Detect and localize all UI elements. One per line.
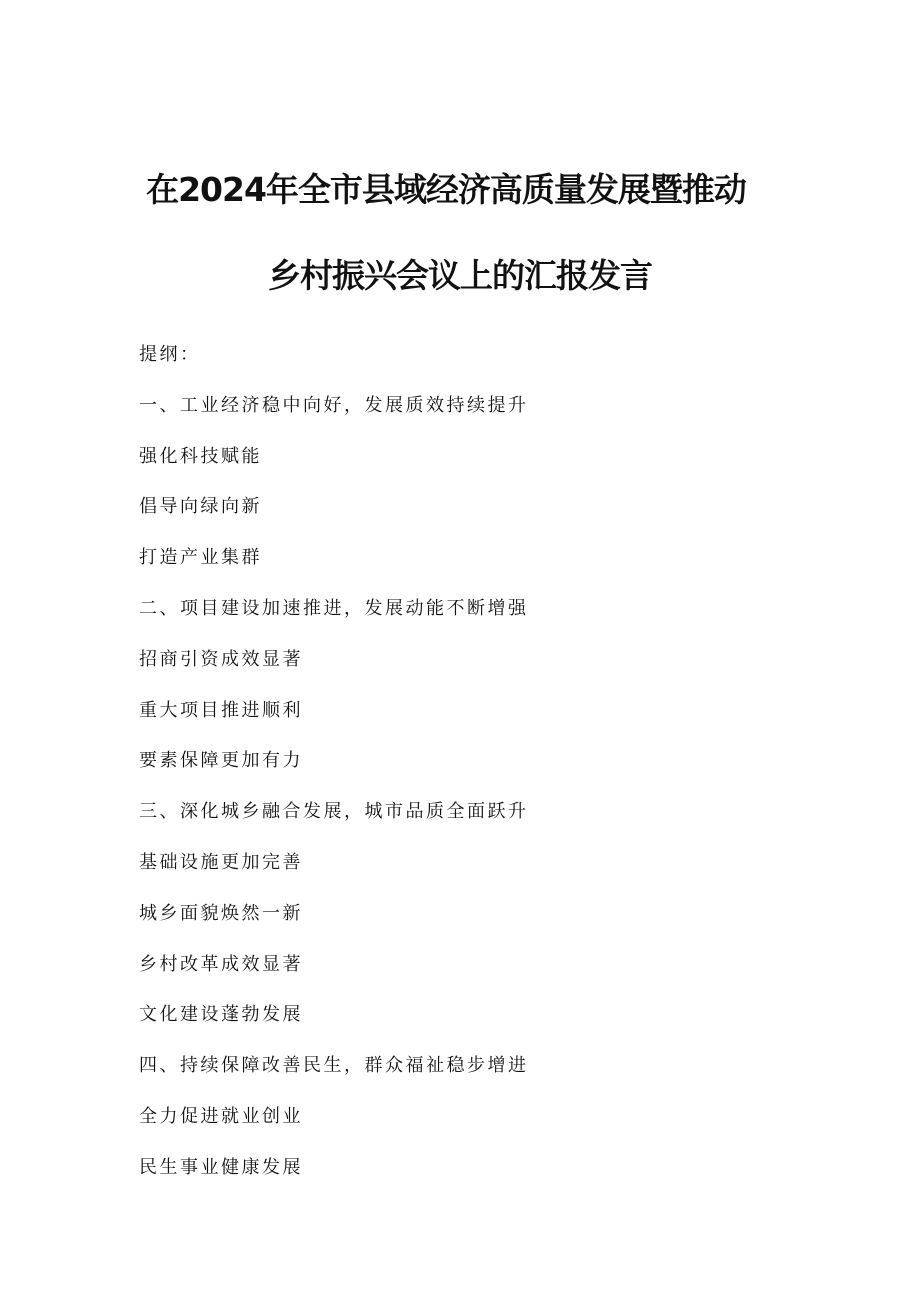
outline-item: 文化建设蓬勃发展 (139, 1004, 303, 1026)
document-title-line-1: 在2024年全市县域经济高质量发展暨推动 (146, 170, 746, 209)
outline-item: 倡导向绿向新 (139, 496, 262, 518)
outline-item: 全力促进就业创业 (139, 1105, 303, 1127)
outline-label: 提纲： (139, 344, 201, 365)
outline-item: 乡村改革成效显著 (139, 953, 303, 975)
outline-item: 要素保障更加有力 (139, 750, 303, 772)
outline-heading-3: 三、深化城乡融合发展，城市品质全面跃升 (139, 801, 529, 823)
outline-item: 招商引资成效显著 (139, 648, 303, 670)
outline-list (139, 343, 839, 1207)
outline-item: 重大项目推进顺利 (139, 699, 303, 721)
outline-heading-1: 一、工业经济稳中向好，发展质效持续提升 (139, 394, 529, 416)
outline-item: 打造产业集群 (139, 547, 262, 569)
outline-item: 强化科技赋能 (139, 445, 262, 467)
outline-item: 城乡面貌焕然一新 (139, 902, 303, 924)
outline-item: 民生事业健康发展 (139, 1156, 303, 1178)
outline-heading-2: 二、项目建设加速推进，发展动能不断增强 (139, 597, 529, 619)
document-title-line-2: 乡村振兴会议上的汇报发言 (268, 256, 652, 295)
outline-heading-4: 四、持续保障改善民生，群众福祉稳步增进 (139, 1055, 529, 1077)
outline-item: 基础设施更加完善 (139, 851, 303, 873)
